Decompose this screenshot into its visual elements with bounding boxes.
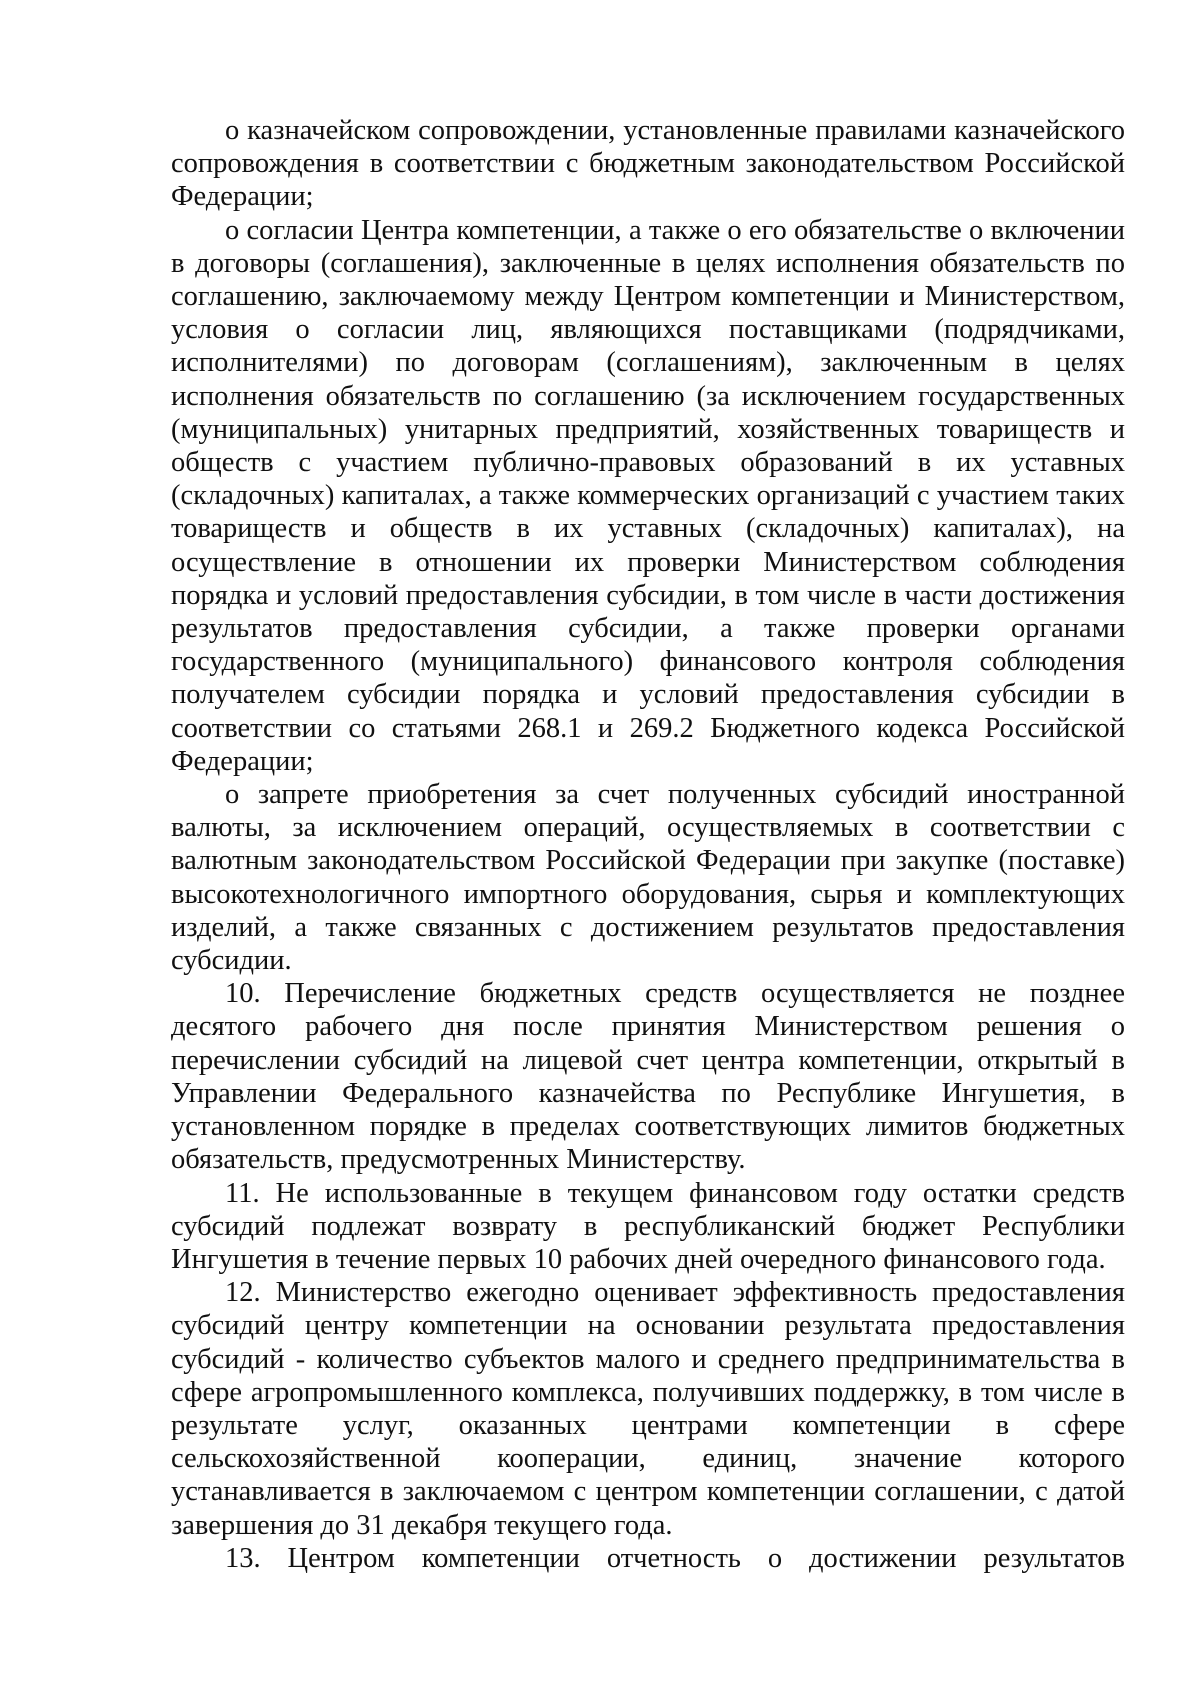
paragraph-consent-inspection: о согласии Центра компетенции, а также о его обязательстве о включении в договоры (соглашения), заключенные в целях исполнения обязательств по соглашению, заключаемому между Центром компетенции и Министерством, условия о согласии лиц, являющихся поставщиками (подрядчиками, исполнителями) по договорам (соглашениям), заключенным в целях исполнения обязательств по соглашению (за исключением государственных (муниципальных) унитарных предприятий, хозяйственных товариществ и обществ с участием публично-правовых образований в их уставных (складочных) капиталах, а также коммерческих организаций с участием таких товариществ и обществ в их уставных (складочных) капиталах), на осуществление в отношении их проверки Министерством соблюдения порядка и условий предоставления субсидии, в том числе в части достижения результатов предоставления субсидии, а также проверки органами государственного (муниципального) финансового контроля соблюдения получателем субсидии порядка и условий предоставления субсидии в соответствии со статьями 268.1 и 269.2 Бюджетного кодекса Российской Федерации; [171,214,1125,777]
document-page [171,114,1125,1575]
paragraph-currency-ban: о запрете приобретения за счет полученных субсидий иностранной валюты, за исключением операций, осуществляемых в соответствии с валютным законодательством Российской Федерации при закупке (поставке) высокотехнологичного импортного оборудования, сырья и комплектующих изделий, а также связанных с достижением результатов предоставления субсидии. [171,779,1125,977]
paragraph-treasury-support: о казначейском сопровождении, установленные правилами казначейского сопровождения в соответствии с бюджетным законодательством Российской Федерации; [171,115,1125,213]
paragraph-10-transfer: 10. Перечисление бюджетных средств осуществляется не позднее десятого рабочего дня после принятия Министерством решения о перечислении субсидий на лицевой счет центра компетенции, открытый в Управлении Федерального казначейства по Республике Ингушетия, в установленном порядке в пределах соответствующих лимитов бюджетных обязательств, предусмотренных Министерству. [171,978,1125,1176]
paragraph-11-return: 11. Не использованные в текущем финансовом году остатки средств субсидий подлежат возврату в республиканский бюджет Республики Ингушетия в течение первых 10 рабочих дней очередного финансового года. [171,1177,1125,1275]
paragraph-13-reporting: 13. Центром компетенции отчетность о достижении результатов [225,1542,1125,1574]
paragraph-12-evaluation: 12. Министерство ежегодно оценивает эффективность предоставления субсидий центру компетенции на основании результата предоставления субсидий - количество субъектов малого и среднего предпринимательства в сфере агропромышленного комплекса, получивших поддержку, в том числе в результате услуг, оказанных центрами компетенции в сфере сельскохозяйственной кооперации, единиц, значение которого устанавливается в заключаемом с центром компетенции соглашении, с датой завершения до 31 декабря текущего года. [171,1277,1125,1541]
